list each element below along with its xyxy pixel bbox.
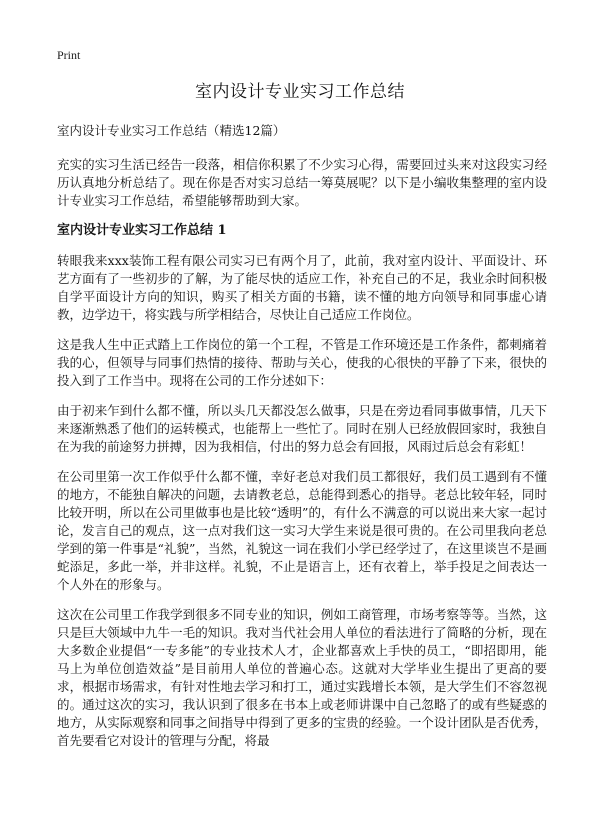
print-link[interactable]: Print (57, 48, 81, 62)
document-body (57, 122, 547, 762)
body-paragraph-5: 这次在公司里工作我学到很多不同专业的知识，例如工商管理，市场考察等等。当然，这只是巨大领域中九牛一毛的知识。我对当代社会用人单位的看法进行了简略的分析，现在大多数企业提倡“一专多能”的专业技术人才，企业都喜欢上手快的员工，“即招即用，能马上为单位创造效益”是目前用人单位的普遍心态。这就对大学毕业生提出了更高的要求，根据市场需求，有针对性地去学习和打工，通过实践增长本领，是大学生们不容忽视的。通过这次的实习，我认识到了很多在书本上或老师讲课中自己忽略了的或有些疑惑的地方，从实际观察和同事之间指导中得到了更多的宝贵的经验。一个设计团队是否优秀，首先要看它对设计的管理与分配，将最 (57, 607, 547, 748)
body-paragraph-3: 由于初来乍到什么都不懂，所以头几天都没怎么做事，只是在旁边看同事做事情，几天下来逐渐熟悉了他们的运转模式，也能帮上一些忙了。同时在别人已经放假回家时，我独自在为我的前途努力拼搏，因为我相信，付出的努力总会有回报，风雨过后总会有彩虹！ (57, 403, 547, 454)
section-heading: 室内设计专业实习工作总结 1 (57, 223, 227, 238)
body-paragraph-1: 转眼我来xxx装饰工程有限公司实习已有两个月了，此前，我对室内设计、平面设计、环艺方面有了一些初步的了解，为了能尽快的适应工作，补充自己的不足，我业余时间积极自学平面设计方向的知识，购买了相关方面的书籍，读不懂的地方向领导和同事虚心请教，边学边干，将实践与所学相结合，尽快让自己适应工作岗位。 (57, 253, 547, 322)
document-subtitle: 室内设计专业实习工作总结（精选12篇） (57, 123, 286, 138)
intro-paragraph: 充实的实习生活已经告一段落，相信你积累了不少实习心得，需要回过头来对这段实习经历认真地分析总结了。现在你是否对实习总结一筹莫展呢？以下是小编收集整理的室内设计专业实习工作总结，希望能够帮助到大家。 (57, 157, 547, 208)
body-paragraph-4: 在公司里第一次工作似乎什么都不懂，幸好老总对我们员工都很好，我们员工遇到有不懂的地方，不能独自解决的问题，去请教老总，总能得到悉心的指导。老总比较年轻，同时比较开明，所以在公司里做事也是比较“透明”的，有什么不满意的可以说出来大家一起讨论，发言自己的观点，这一点对我们这一实习大学生来说是很可贵的。在公司里我向老总学到的第一件事是“礼貌”，当然，礼貌这一词在我们小学已经学过了，在这里谈岂不是画蛇添足，多此一举，并非这样。礼貌，不止是语言上，还有衣着上，举手投足之间表达一个人外在的形象与。 (57, 469, 547, 592)
document-title: 室内设计专业实习工作总结 (195, 82, 405, 102)
body-paragraph-2: 这是我人生中正式踏上工作岗位的第一个工程，不管是工作环境还是工作条件，都刺痛着我的心，但领导与同事们热情的接待、帮助与关心，使我的心很快的平静了下来，很快的投入到了工作当中。现将在公司的工作分述如下： (57, 337, 547, 388)
